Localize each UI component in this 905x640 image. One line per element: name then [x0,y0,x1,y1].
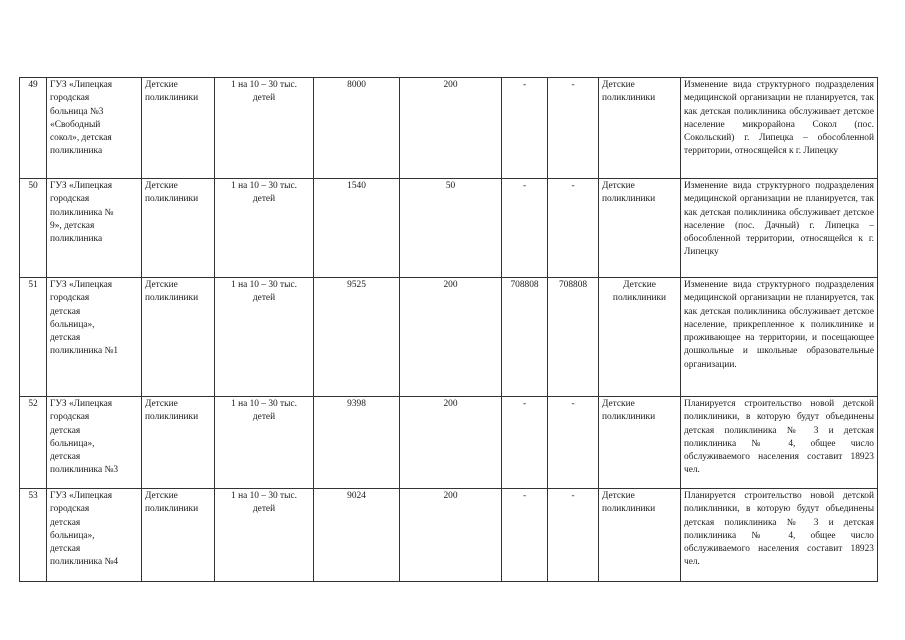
institution-cell: ГУЗ «Липецкая городская детская больница», детская поликлиника №1 [47,278,142,397]
capacity-cell: 200 [400,278,502,397]
note-cell: Изменение вида структурного подразделения медицинской организации не планируется, так как детская поликлиника обслуживает детское население (пос. Дачный) г. Липецка – обособленной территории, относящейся к г. Липецку [681,179,878,278]
code-cell-b: - [548,179,599,278]
unit-type-cell: Детские поликлиники [599,179,681,278]
institution-cell: ГУЗ «Липецкая городская больница №3 «Свободный сокол», детская поликлиника [47,78,142,179]
table-row [20,179,878,278]
code-cell-a: 708808 [502,278,548,397]
code-cell-b: - [548,78,599,179]
facility-type-cell: Детские поликлиники [142,179,215,278]
unit-type-cell: Детские поликлиники [599,278,681,397]
code-cell-b: - [548,397,599,489]
table-row [20,397,878,489]
norm-cell: 1 на 10 – 30 тыс. детей [215,78,314,179]
table-row [20,78,878,179]
population-cell: 9398 [314,397,400,489]
unit-type-cell: Детские поликлиники [599,489,681,582]
code-cell-a: - [502,78,548,179]
population-cell: 9525 [314,278,400,397]
row-number-cell: 51 [20,278,47,397]
facility-type-cell: Детские поликлиники [142,278,215,397]
note-cell: Планируется строительство новой детской поликлиники, в которую будут объединены детская поликлиника № 3 и детская поликлиника № 4, общее число обслуживаемого населения составит 18923 чел. [681,489,878,582]
unit-type-cell: Детские поликлиники [599,397,681,489]
norm-cell: 1 на 10 – 30 тыс. детей [215,397,314,489]
table-row [20,278,878,397]
row-number-cell: 50 [20,179,47,278]
code-cell-b: - [548,489,599,582]
institution-cell: ГУЗ «Липецкая городская детская больница», детская поликлиника №3 [47,397,142,489]
population-cell: 9024 [314,489,400,582]
row-number-cell: 53 [20,489,47,582]
norm-cell: 1 на 10 – 30 тыс. детей [215,179,314,278]
row-number-cell: 49 [20,78,47,179]
facility-type-cell: Детские поликлиники [142,489,215,582]
unit-type-cell: Детские поликлиники [599,78,681,179]
facility-type-cell: Детские поликлиники [142,78,215,179]
capacity-cell: 50 [400,179,502,278]
note-cell: Планируется строительство новой детской поликлиники, в которую будут объединены детская поликлиника № 3 и детская поликлиника № 4, общее число обслуживаемого населения составит 18923 чел. [681,397,878,489]
institution-cell: ГУЗ «Липецкая городская детская больница», детская поликлиника №4 [47,489,142,582]
institution-cell: ГУЗ «Липецкая городская поликлиника № 9», детская поликлиника [47,179,142,278]
code-cell-a: - [502,397,548,489]
capacity-cell: 200 [400,78,502,179]
code-cell-a: - [502,179,548,278]
facilities-table [19,77,878,582]
row-number-cell: 52 [20,397,47,489]
capacity-cell: 200 [400,397,502,489]
facility-type-cell: Детские поликлиники [142,397,215,489]
code-cell-a: - [502,489,548,582]
table-row [20,489,878,582]
population-cell: 1540 [314,179,400,278]
norm-cell: 1 на 10 – 30 тыс. детей [215,489,314,582]
code-cell-b: 708808 [548,278,599,397]
note-cell: Изменение вида структурного подразделения медицинской организации не планируется, так как детская поликлиника обслуживает детское население, прикрепленное к поликлинике и проживающее на территории, и посещающее дошкольные и школьные образовательные организации. [681,278,878,397]
population-cell: 8000 [314,78,400,179]
capacity-cell: 200 [400,489,502,582]
norm-cell: 1 на 10 – 30 тыс. детей [215,278,314,397]
note-cell: Изменение вида структурного подразделения медицинской организации не планируется, так как детская поликлиника обслуживает детское население микрорайона Сокол (пос. Сокольский) г. Липецка – обособленной территории, относящейся к г. Липецку [681,78,878,179]
